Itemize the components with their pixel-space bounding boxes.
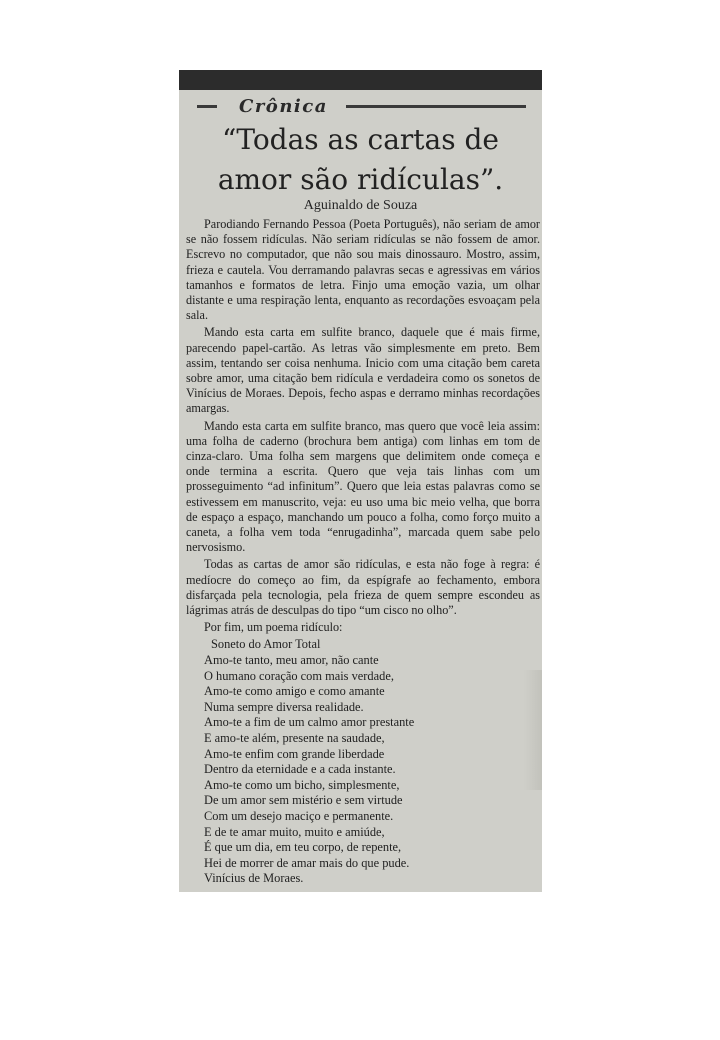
poem-line: O humano coração com mais verdade, [204, 668, 394, 683]
paragraph-2: Mando esta carta em sulfite branco, daquele que é mais firme, parecendo papel-cartão. As letras vão simplesmente em preto. Bem assim, tentando ser coisa nenhuma. Inicio com uma citação bem careta sobre amor, uma citação bem ridícula e verdadeira como os sonetos de Vinícius de Moraes. Depois, fecho aspas e derramo minhas recordações amargas. [186, 325, 540, 416]
dark-top-strip [179, 70, 542, 90]
section-label: Crônica [239, 95, 328, 117]
poem-line: Amo-te a fim de um calmo amor prestante [204, 715, 415, 730]
poem-line: Hei de morrer de amar mais do que pude. [204, 855, 410, 870]
headline [179, 120, 542, 200]
poem-line: É que um dia, em teu corpo, de repente, [204, 840, 402, 855]
section-rule-left [197, 105, 217, 108]
poem-line: De um amor sem mistério e sem virtude [204, 793, 403, 808]
paragraph-5: Por fim, um poema ridículo: [204, 620, 343, 635]
headline-line-1: “Todas as cartas de [222, 123, 499, 156]
paragraph-3: Mando esta carta em sulfite branco, mas quero que você leia assim: uma folha de caderno (brochura bem antiga) com linhas em tom de cinza-claro. Uma folha sem margens que delimitem onde começa e onde termina a escrita. Quero que veja tais linhas com um prosseguimento “ad infinitum”. Quero que leia estas palavras como se estivessem em manuscrito, veja: eu uso uma bic meio velha, que borra de espaço a espaço, manchando um pouco a folha, como forço muito a caneta, a folha vem toda “enrugadinha”, marcada quem sabe pelo nervosismo. [186, 418, 540, 555]
section-rule-right [346, 105, 526, 108]
poem-signature: Vinícius de Moraes. [204, 871, 304, 886]
poem-line: E de te amar muito, muito e amiúde, [204, 824, 385, 839]
poem-title: Soneto do Amor Total [211, 637, 321, 652]
author-byline: Aguinaldo de Souza [303, 198, 418, 213]
poem-line: Amo-te como um bicho, simplesmente, [204, 777, 400, 792]
poem-line: Numa sempre diversa realidade. [204, 699, 364, 714]
section-header [197, 95, 526, 117]
poem-line: Amo-te tanto, meu amor, não cante [204, 653, 379, 668]
poem-line: Amo-te enfim com grande liberdade [204, 746, 385, 761]
paragraph-4: Todas as cartas de amor são ridículas, e esta não foge à regra: é medíocre do começo ao fim, da espígrafe ao fechamento, embora disfarçada pela tecnologia, pela frieza de quem sempre escondeu as lágrimas atrás de desculpas do tipo “um cisco no olho”. [186, 557, 540, 618]
poem-line: Amo-te como amigo e como amante [204, 684, 385, 699]
paper-fold-shadow [524, 670, 542, 790]
poem-line: Dentro da eternidade e a cada instante. [204, 762, 396, 777]
newspaper-clipping [179, 70, 542, 892]
poem [186, 637, 540, 887]
poem-line: Com um desejo maciço e permanente. [204, 809, 394, 824]
headline-line-2: amor são ridículas”. [217, 163, 504, 196]
article-body [186, 217, 540, 887]
paragraph-1: Parodiando Fernando Pessoa (Poeta Português), não seriam de amor se não fossem ridículas. Não seriam ridículas se não fossem de amor. Escrevo no computador, que não sou mais dinossauro. Mostro, assim, frieza e cautela. Vou derramando palavras secas e agressivas em vários tamanhos e formatos de letra. Finjo uma emoção vazia, um olhar distante e uma respiração lenta, enquanto as recordações esvoaçam pela sala. [186, 217, 540, 323]
poem-line: E amo-te além, presente na saudade, [204, 731, 385, 746]
